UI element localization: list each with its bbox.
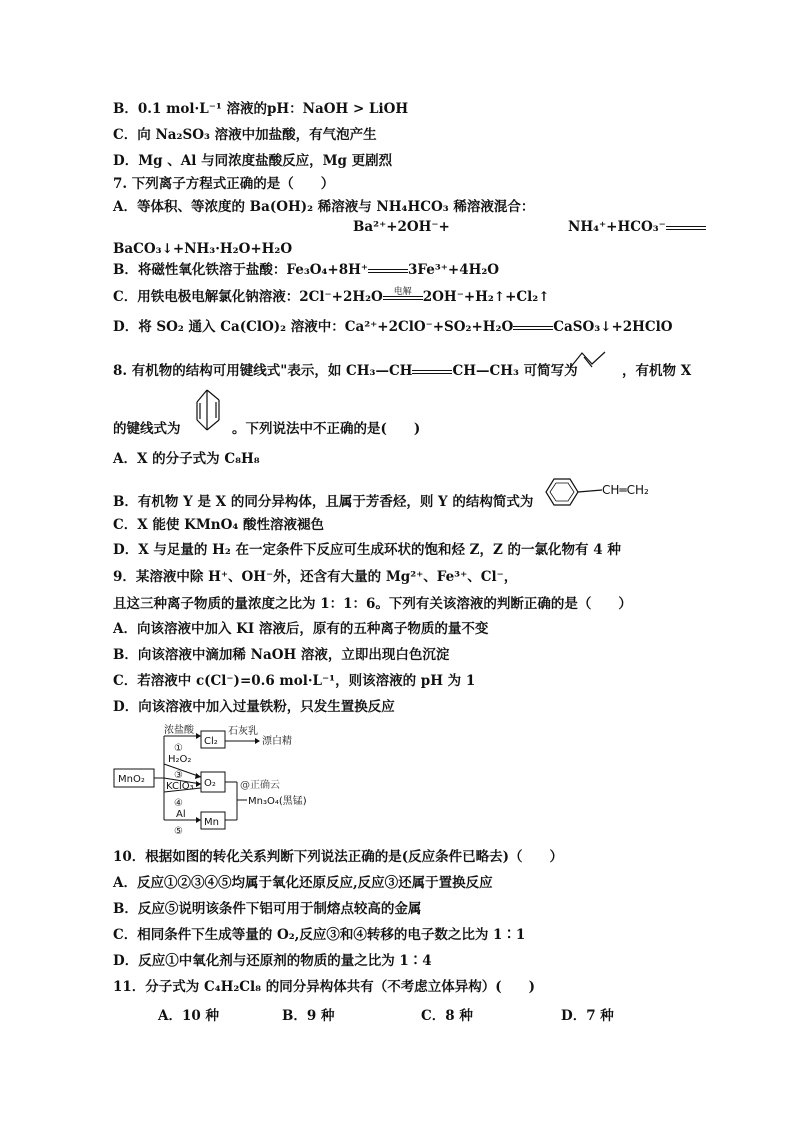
q9-option-b: B．向该溶液中滴加稀 NaOH 溶液，立即出现白色沉淀 <box>113 647 450 663</box>
q10-stem: 10．根据如图的转化关系判断下列说法正确的是(反应条件已略去)（ ） <box>113 849 564 865</box>
q8-stem-e: 。下列说法中不正确的是( ) <box>232 421 421 437</box>
mn3o4-label: Mn₃O₄(黑锰) <box>248 796 307 807</box>
q7-option-a-mid: Ba²⁺+2OH⁻+ <box>353 219 450 235</box>
q8-stem-b: CH—CH₃ 可简写为 <box>452 363 578 379</box>
q11-option-a: A．10 种 <box>158 1008 219 1024</box>
q9-option-d: D．向该溶液中加入过量铁粉，只发生置换反应 <box>113 699 395 715</box>
q11-option-b: B．9 种 <box>282 1008 335 1024</box>
q8-stem-a: 8. 有机物的结构可用键线式"表示，如 CH₃—CH <box>113 363 413 379</box>
equals-sign <box>666 219 706 237</box>
q11-stem: 11．分子式为 C₄H₂Cl₈ 的同分异构体共有（不考虑立体异构）( ) <box>113 979 536 995</box>
q7-option-a-right <box>568 218 706 237</box>
q10-option-a: A．反应①②③④⑤均属于氧化还原反应,反应③还属于置换反应 <box>113 875 493 891</box>
q8-option-c: C．X 能使 KMnO₄ 酸性溶液褪色 <box>113 517 324 533</box>
q7-option-d <box>113 318 673 337</box>
equals-sign <box>412 363 452 381</box>
q7b-left: B．将磁性氧化铁溶于盐酸：Fe₃O₄+8H⁺ <box>113 262 369 278</box>
reagent-lime: 石灰乳 <box>228 726 258 737</box>
q8-stem-d: 的键线式为 <box>113 421 181 437</box>
reaction-1: ① <box>174 743 183 754</box>
q7-option-a: A．等体积、等浓度的 Ba(OH)₂ 稀溶液与 NH₄HCO₃ 稀溶液混合： <box>113 199 535 215</box>
q6-option-c: C．向 Na₂SO₃ 溶液中加盐酸，有气泡产生 <box>113 127 377 143</box>
q8-stem-c: ，有机物 X <box>622 363 692 379</box>
q9-option-a: A．向该溶液中加入 KI 溶液后，原有的五种离子物质的量不变 <box>113 621 489 637</box>
q10-option-b: B．反应⑤说明该条件下铝可用于制熔点较高的金属 <box>113 901 422 917</box>
cl2-label: Cl₂ <box>204 736 218 747</box>
styrene-label: CH═CH₂ <box>602 483 649 497</box>
product-bleach: 漂白精 <box>262 736 292 747</box>
q9-stem-2: 且这三种离子物质的量浓度之比为 1：1：6。下列有关该溶液的判断正确的是（ ） <box>113 596 632 612</box>
q8-option-b: B．有机物 Y 是 X 的同分异构体，且属于芳香烃，则 Y 的结构简式为 <box>113 494 534 510</box>
reagent-al: Al <box>176 809 186 820</box>
q7d-right: CaSO₃↓+2HClO <box>553 319 673 335</box>
q8-option-d: D．X 与足量的 H₂ 在一定条件下反应可生成环状的饱和烃 Z，Z 的一氯化物有 4 种 <box>113 542 621 558</box>
mno2-conversion-diagram <box>112 722 342 838</box>
q6-option-d: D．Mg 、Al 与同浓度盐酸反应，Mg 更剧烈 <box>113 153 393 169</box>
q9-option-c: C．若溶液中 c(Cl⁻)=0.6 mol·L⁻¹，则该溶液的 pH 为 1 <box>113 673 476 689</box>
q7-option-a-cont: BaCO₃↓+NH₃·H₂O+H₂O <box>113 241 293 257</box>
q7c-right: 2OH⁻+H₂↑+Cl₂↑ <box>422 289 550 305</box>
q7-option-b <box>113 261 499 280</box>
q10-option-c: C．相同条件下生成等量的 O₂,反应③和④转移的电子数之比为 1∶1 <box>113 927 526 943</box>
reaction-5: ⑤ <box>174 826 183 837</box>
equals-sign <box>368 262 408 280</box>
q7c-left: C．用铁电极电解氯化钠溶液：2Cl⁻+2H₂O <box>113 289 383 305</box>
q7-option-c <box>113 288 550 307</box>
styrene-structure <box>540 472 665 512</box>
equals-sign <box>513 319 553 337</box>
q9-stem: 9．某溶液中除 H⁺、OH⁻外，还含有大量的 Mg²⁺、Fe³⁺、Cl⁻， <box>113 569 518 585</box>
reagent-conc-hcl: 浓盐酸 <box>164 725 194 736</box>
q7-stem: 7. 下列离子方程式正确的是（ ） <box>113 176 335 192</box>
watermark: @正确云 <box>240 780 280 791</box>
electrolysis-label: 电解 <box>393 286 412 297</box>
reagent-h2o2: H₂O₂ <box>168 754 192 765</box>
q6-option-b: B．0.1 mol·L⁻¹ 溶液的pH：NaOH > LiOH <box>113 101 409 117</box>
mn-label: Mn <box>204 817 219 828</box>
barrelene-skeleton <box>183 388 229 434</box>
q11-options <box>158 1004 614 1024</box>
reaction-3: ③ <box>174 770 183 781</box>
q10-option-d: D．反应①中氧化剂与还原剂的物质的量之比为 1∶4 <box>113 953 432 969</box>
q8-stem <box>113 362 578 381</box>
electrolysis-sign <box>383 286 423 307</box>
q11-option-c: C．8 种 <box>421 1008 473 1024</box>
q7-option-a-right-text: NH₄⁺+HCO₃⁻ <box>568 219 666 235</box>
q11-option-d: D．7 种 <box>561 1008 614 1024</box>
reagent-kclo3: KClO₃ <box>166 781 194 792</box>
o2-label: O₂ <box>204 778 216 789</box>
q8-option-a: A．X 的分子式为 C₈H₈ <box>113 451 260 467</box>
reaction-4: ④ <box>174 798 183 809</box>
q7b-right: 3Fe³⁺+4H₂O <box>408 262 500 278</box>
q7d-left: D．将 SO₂ 通入 Ca(ClO)₂ 溶液中：Ca²⁺+2ClO⁻+SO₂+H₂O <box>113 319 514 335</box>
mno2-label: MnO₂ <box>118 774 145 785</box>
butene-skeleton <box>568 348 608 372</box>
